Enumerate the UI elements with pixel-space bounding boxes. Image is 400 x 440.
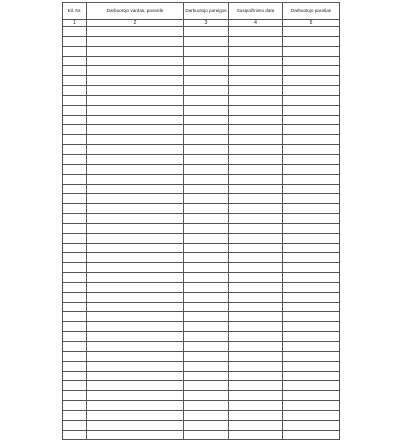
header-employee-signature: Darbuotojo parašas: [283, 3, 340, 20]
table-row: [63, 95, 340, 105]
table-row: [63, 125, 340, 135]
cell-row-number[interactable]: [63, 351, 87, 361]
cell-row-number[interactable]: [63, 214, 87, 224]
cell-row-number[interactable]: [63, 371, 87, 381]
cell-row-number[interactable]: [63, 381, 87, 391]
table-row: [63, 145, 340, 155]
cell-employee-name[interactable]: [87, 86, 184, 96]
column-number: 2: [87, 20, 184, 27]
cell-employee-position[interactable]: [184, 361, 229, 371]
cell-employee-signature[interactable]: [283, 115, 340, 125]
cell-row-number[interactable]: [63, 361, 87, 371]
cell-employee-position[interactable]: [184, 273, 229, 283]
cell-employee-name[interactable]: [87, 223, 184, 233]
cell-acknowledgement-date[interactable]: [229, 361, 283, 371]
cell-employee-position[interactable]: [184, 312, 229, 322]
cell-row-number[interactable]: [63, 420, 87, 430]
table-row: [63, 223, 340, 233]
cell-employee-position[interactable]: [184, 86, 229, 96]
cell-row-number[interactable]: [63, 243, 87, 253]
cell-employee-position[interactable]: [184, 95, 229, 105]
cell-acknowledgement-date[interactable]: [229, 194, 283, 204]
cell-employee-position[interactable]: [184, 214, 229, 224]
cell-employee-position[interactable]: [184, 292, 229, 302]
cell-acknowledgement-date[interactable]: [229, 164, 283, 174]
cell-row-number[interactable]: [63, 125, 87, 135]
column-number: 1: [63, 20, 87, 27]
cell-employee-signature[interactable]: [283, 273, 340, 283]
cell-row-number[interactable]: [63, 332, 87, 342]
table-row: [63, 204, 340, 214]
cell-acknowledgement-date[interactable]: [229, 56, 283, 66]
cell-employee-position[interactable]: [184, 233, 229, 243]
cell-employee-signature[interactable]: [283, 164, 340, 174]
cell-employee-name[interactable]: [87, 174, 184, 184]
cell-employee-name[interactable]: [87, 36, 184, 46]
cell-employee-position[interactable]: [184, 282, 229, 292]
table-row: [63, 194, 340, 204]
header-acknowledgement-date: Susipažinimo data: [229, 3, 283, 20]
cell-row-number[interactable]: [63, 86, 87, 96]
cell-acknowledgement-date[interactable]: [229, 401, 283, 411]
cell-employee-signature[interactable]: [283, 302, 340, 312]
cell-employee-signature[interactable]: [283, 351, 340, 361]
table-row: [63, 302, 340, 312]
cell-employee-position[interactable]: [184, 401, 229, 411]
cell-acknowledgement-date[interactable]: [229, 36, 283, 46]
cell-row-number[interactable]: [63, 253, 87, 263]
cell-row-number[interactable]: [63, 302, 87, 312]
cell-employee-name[interactable]: [87, 95, 184, 105]
cell-employee-name[interactable]: [87, 56, 184, 66]
cell-employee-name[interactable]: [87, 66, 184, 76]
table-row: [63, 361, 340, 371]
table-row: [63, 233, 340, 243]
cell-employee-name[interactable]: [87, 282, 184, 292]
cell-row-number[interactable]: [63, 342, 87, 352]
cell-employee-name[interactable]: [87, 401, 184, 411]
cell-employee-position[interactable]: [184, 125, 229, 135]
cell-employee-signature[interactable]: [283, 184, 340, 194]
cell-employee-name[interactable]: [87, 292, 184, 302]
cell-employee-signature[interactable]: [283, 292, 340, 302]
cell-employee-position[interactable]: [184, 420, 229, 430]
cell-acknowledgement-date[interactable]: [229, 351, 283, 361]
table-row: [63, 410, 340, 420]
cell-acknowledgement-date[interactable]: [229, 66, 283, 76]
cell-employee-position[interactable]: [184, 322, 229, 332]
cell-employee-signature[interactable]: [283, 401, 340, 411]
cell-employee-position[interactable]: [184, 56, 229, 66]
cell-row-number[interactable]: [63, 391, 87, 401]
cell-employee-signature[interactable]: [283, 391, 340, 401]
cell-acknowledgement-date[interactable]: [229, 371, 283, 381]
cell-acknowledgement-date[interactable]: [229, 135, 283, 145]
cell-employee-signature[interactable]: [283, 125, 340, 135]
cell-row-number[interactable]: [63, 194, 87, 204]
cell-acknowledgement-date[interactable]: [229, 391, 283, 401]
cell-acknowledgement-date[interactable]: [229, 263, 283, 273]
cell-employee-position[interactable]: [184, 27, 229, 37]
cell-acknowledgement-date[interactable]: [229, 184, 283, 194]
cell-row-number[interactable]: [63, 401, 87, 411]
cell-employee-signature[interactable]: [283, 253, 340, 263]
cell-employee-name[interactable]: [87, 332, 184, 342]
cell-employee-signature[interactable]: [283, 342, 340, 352]
cell-employee-signature[interactable]: [283, 95, 340, 105]
cell-employee-position[interactable]: [184, 302, 229, 312]
cell-employee-name[interactable]: [87, 430, 184, 440]
cell-acknowledgement-date[interactable]: [229, 154, 283, 164]
column-number-row: [63, 20, 340, 27]
cell-acknowledgement-date[interactable]: [229, 115, 283, 125]
cell-employee-position[interactable]: [184, 223, 229, 233]
cell-acknowledgement-date[interactable]: [229, 410, 283, 420]
cell-employee-position[interactable]: [184, 391, 229, 401]
table-row: [63, 56, 340, 66]
cell-employee-name[interactable]: [87, 145, 184, 155]
table-row: [63, 391, 340, 401]
cell-employee-signature[interactable]: [283, 312, 340, 322]
cell-employee-position[interactable]: [184, 371, 229, 381]
cell-employee-signature[interactable]: [283, 145, 340, 155]
table-row: [63, 105, 340, 115]
cell-employee-position[interactable]: [184, 66, 229, 76]
cell-employee-name[interactable]: [87, 233, 184, 243]
cell-employee-name[interactable]: [87, 273, 184, 283]
cell-row-number[interactable]: [63, 164, 87, 174]
cell-acknowledgement-date[interactable]: [229, 420, 283, 430]
table-row: [63, 46, 340, 56]
cell-row-number[interactable]: [63, 273, 87, 283]
table-row: [63, 174, 340, 184]
cell-employee-signature[interactable]: [283, 86, 340, 96]
cell-employee-name[interactable]: [87, 194, 184, 204]
cell-employee-signature[interactable]: [283, 371, 340, 381]
table-row: [63, 401, 340, 411]
column-number: 4: [229, 20, 283, 27]
table-row: [63, 214, 340, 224]
cell-employee-name[interactable]: [87, 371, 184, 381]
cell-employee-name[interactable]: [87, 115, 184, 125]
cell-row-number[interactable]: [63, 223, 87, 233]
cell-employee-name[interactable]: [87, 164, 184, 174]
cell-employee-signature[interactable]: [283, 214, 340, 224]
cell-employee-name[interactable]: [87, 46, 184, 56]
cell-employee-position[interactable]: [184, 204, 229, 214]
cell-acknowledgement-date[interactable]: [229, 332, 283, 342]
cell-employee-signature[interactable]: [283, 194, 340, 204]
cell-acknowledgement-date[interactable]: [229, 282, 283, 292]
cell-employee-signature[interactable]: [283, 135, 340, 145]
cell-acknowledgement-date[interactable]: [229, 302, 283, 312]
cell-employee-name[interactable]: [87, 184, 184, 194]
table-row: [63, 332, 340, 342]
cell-employee-position[interactable]: [184, 351, 229, 361]
cell-row-number[interactable]: [63, 430, 87, 440]
cell-row-number[interactable]: [63, 95, 87, 105]
table-row: [63, 263, 340, 273]
header-row: [63, 3, 340, 20]
cell-row-number[interactable]: [63, 312, 87, 322]
cell-employee-position[interactable]: [184, 430, 229, 440]
table-row: [63, 66, 340, 76]
cell-employee-signature[interactable]: [283, 263, 340, 273]
table-row: [63, 322, 340, 332]
cell-acknowledgement-date[interactable]: [229, 46, 283, 56]
cell-employee-name[interactable]: [87, 351, 184, 361]
cell-employee-signature[interactable]: [283, 322, 340, 332]
cell-row-number[interactable]: [63, 56, 87, 66]
cell-employee-position[interactable]: [184, 154, 229, 164]
cell-acknowledgement-date[interactable]: [229, 204, 283, 214]
cell-employee-position[interactable]: [184, 243, 229, 253]
cell-employee-signature[interactable]: [283, 223, 340, 233]
cell-acknowledgement-date[interactable]: [229, 381, 283, 391]
table-row: [63, 351, 340, 361]
cell-employee-signature[interactable]: [283, 381, 340, 391]
cell-employee-signature[interactable]: [283, 233, 340, 243]
cell-employee-signature[interactable]: [283, 282, 340, 292]
header-employee-position: Darbuotojo pareigos: [184, 3, 229, 20]
cell-employee-name[interactable]: [87, 105, 184, 115]
cell-employee-name[interactable]: [87, 204, 184, 214]
table-row: [63, 312, 340, 322]
cell-acknowledgement-date[interactable]: [229, 292, 283, 302]
cell-employee-name[interactable]: [87, 214, 184, 224]
cell-employee-signature[interactable]: [283, 66, 340, 76]
cell-employee-name[interactable]: [87, 302, 184, 312]
cell-row-number[interactable]: [63, 66, 87, 76]
table-row: [63, 253, 340, 263]
cell-employee-name[interactable]: [87, 263, 184, 273]
table-row: [63, 76, 340, 86]
table-row: [63, 243, 340, 253]
cell-employee-position[interactable]: [184, 342, 229, 352]
table-row: [63, 292, 340, 302]
cell-row-number[interactable]: [63, 135, 87, 145]
cell-employee-signature[interactable]: [283, 27, 340, 37]
cell-acknowledgement-date[interactable]: [229, 125, 283, 135]
cell-employee-signature[interactable]: [283, 46, 340, 56]
cell-employee-name[interactable]: [87, 322, 184, 332]
cell-employee-signature[interactable]: [283, 204, 340, 214]
cell-employee-signature[interactable]: [283, 430, 340, 440]
cell-employee-name[interactable]: [87, 27, 184, 37]
cell-employee-name[interactable]: [87, 391, 184, 401]
column-number: 3: [184, 20, 229, 27]
cell-acknowledgement-date[interactable]: [229, 27, 283, 37]
cell-acknowledgement-date[interactable]: [229, 273, 283, 283]
cell-employee-position[interactable]: [184, 332, 229, 342]
cell-acknowledgement-date[interactable]: [229, 214, 283, 224]
table-row: [63, 115, 340, 125]
table-row: [63, 86, 340, 96]
cell-row-number[interactable]: [63, 292, 87, 302]
cell-acknowledgement-date[interactable]: [229, 105, 283, 115]
cell-acknowledgement-date[interactable]: [229, 342, 283, 352]
cell-acknowledgement-date[interactable]: [229, 76, 283, 86]
cell-acknowledgement-date[interactable]: [229, 253, 283, 263]
header-employee-name: Darbuotojo vardas, pavardė: [87, 3, 184, 20]
cell-employee-signature[interactable]: [283, 154, 340, 164]
cell-acknowledgement-date[interactable]: [229, 233, 283, 243]
cell-employee-position[interactable]: [184, 174, 229, 184]
table-row: [63, 371, 340, 381]
cell-row-number[interactable]: [63, 174, 87, 184]
table-row: [63, 342, 340, 352]
cell-employee-name[interactable]: [87, 312, 184, 322]
cell-employee-name[interactable]: [87, 243, 184, 253]
cell-employee-name[interactable]: [87, 381, 184, 391]
cell-employee-position[interactable]: [184, 381, 229, 391]
cell-employee-position[interactable]: [184, 76, 229, 86]
cell-row-number[interactable]: [63, 76, 87, 86]
table-row: [63, 36, 340, 46]
cell-employee-name[interactable]: [87, 76, 184, 86]
cell-row-number[interactable]: [63, 410, 87, 420]
cell-acknowledgement-date[interactable]: [229, 86, 283, 96]
cell-row-number[interactable]: [63, 204, 87, 214]
cell-employee-position[interactable]: [184, 194, 229, 204]
cell-employee-position[interactable]: [184, 410, 229, 420]
cell-employee-signature[interactable]: [283, 410, 340, 420]
cell-employee-signature[interactable]: [283, 174, 340, 184]
table-row: [63, 135, 340, 145]
cell-row-number[interactable]: [63, 154, 87, 164]
cell-employee-signature[interactable]: [283, 361, 340, 371]
cell-employee-name[interactable]: [87, 125, 184, 135]
cell-row-number[interactable]: [63, 184, 87, 194]
cell-employee-signature[interactable]: [283, 76, 340, 86]
cell-row-number[interactable]: [63, 27, 87, 37]
cell-employee-position[interactable]: [184, 263, 229, 273]
cell-acknowledgement-date[interactable]: [229, 322, 283, 332]
cell-row-number[interactable]: [63, 115, 87, 125]
cell-acknowledgement-date[interactable]: [229, 95, 283, 105]
header-row-number: Eil. Nr.: [63, 3, 87, 20]
cell-row-number[interactable]: [63, 46, 87, 56]
cell-row-number[interactable]: [63, 282, 87, 292]
cell-employee-name[interactable]: [87, 361, 184, 371]
cell-employee-position[interactable]: [184, 46, 229, 56]
cell-employee-signature[interactable]: [283, 56, 340, 66]
cell-employee-signature[interactable]: [283, 243, 340, 253]
cell-acknowledgement-date[interactable]: [229, 430, 283, 440]
cell-row-number[interactable]: [63, 36, 87, 46]
cell-employee-position[interactable]: [184, 184, 229, 194]
cell-employee-name[interactable]: [87, 135, 184, 145]
cell-acknowledgement-date[interactable]: [229, 223, 283, 233]
cell-employee-signature[interactable]: [283, 105, 340, 115]
cell-employee-position[interactable]: [184, 135, 229, 145]
cell-row-number[interactable]: [63, 233, 87, 243]
column-number: 5: [283, 20, 340, 27]
table-row: [63, 27, 340, 37]
table-row: [63, 430, 340, 440]
cell-acknowledgement-date[interactable]: [229, 243, 283, 253]
table-row: [63, 420, 340, 430]
cell-employee-signature[interactable]: [283, 332, 340, 342]
cell-employee-position[interactable]: [184, 164, 229, 174]
employee-acknowledgement-table: [62, 2, 340, 440]
cell-employee-signature[interactable]: [283, 36, 340, 46]
cell-employee-position[interactable]: [184, 253, 229, 263]
cell-employee-signature[interactable]: [283, 420, 340, 430]
cell-row-number[interactable]: [63, 105, 87, 115]
table-row: [63, 154, 340, 164]
cell-row-number[interactable]: [63, 145, 87, 155]
table-row: [63, 184, 340, 194]
cell-acknowledgement-date[interactable]: [229, 312, 283, 322]
cell-employee-position[interactable]: [184, 145, 229, 155]
cell-employee-name[interactable]: [87, 154, 184, 164]
cell-acknowledgement-date[interactable]: [229, 174, 283, 184]
table-row: [63, 273, 340, 283]
cell-employee-name[interactable]: [87, 420, 184, 430]
table-row: [63, 381, 340, 391]
cell-employee-name[interactable]: [87, 342, 184, 352]
table-row: [63, 282, 340, 292]
cell-employee-name[interactable]: [87, 410, 184, 420]
cell-employee-position[interactable]: [184, 36, 229, 46]
cell-acknowledgement-date[interactable]: [229, 145, 283, 155]
cell-row-number[interactable]: [63, 263, 87, 273]
cell-row-number[interactable]: [63, 322, 87, 332]
cell-employee-position[interactable]: [184, 105, 229, 115]
table-row: [63, 164, 340, 174]
cell-employee-position[interactable]: [184, 115, 229, 125]
cell-employee-name[interactable]: [87, 253, 184, 263]
